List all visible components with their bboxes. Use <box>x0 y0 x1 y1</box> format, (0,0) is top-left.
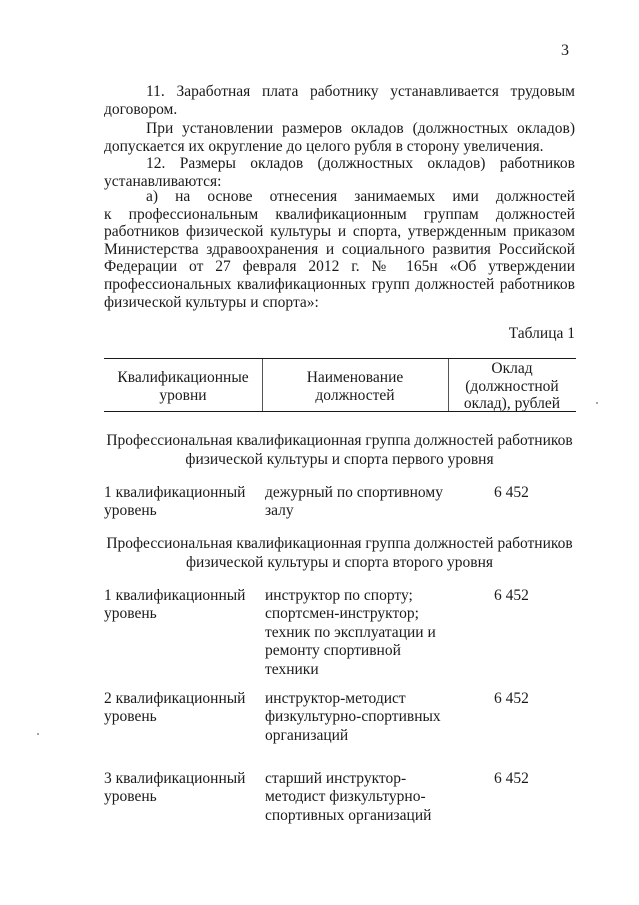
cell-line: дежурный по спортивному <box>265 484 443 501</box>
group-title-first-level <box>104 432 575 469</box>
paragraph-line: работников физической культуры и спорта, утвержденным приказом <box>104 223 575 241</box>
positions-cell <box>265 484 445 521</box>
paragraph-line: 12. Размеры окладов (должностных окладов) работников <box>146 155 575 172</box>
level-cell <box>104 770 254 807</box>
cell-line: инструктор-методист <box>265 690 406 707</box>
cell-line: ремонту спортивной <box>265 642 401 660</box>
salary-cell: 6 452 <box>494 690 529 707</box>
paragraph-line: Министерства здравоохранения и социального развития Российской <box>104 240 575 258</box>
cell-line: уровень <box>104 605 157 623</box>
positions-cell <box>265 690 445 745</box>
header-line: должностей <box>315 386 395 404</box>
cell-line: уровень <box>104 502 157 520</box>
cell-line: спортсмен-инструктор; <box>265 605 419 623</box>
cell-line: техники <box>265 660 319 678</box>
paragraph-line: к профессиональным квалификационным группам должностей <box>104 205 575 223</box>
page-number: 3 <box>561 42 569 59</box>
cell-line: спортивных организаций <box>265 806 432 824</box>
cell-line: 2 квалификационный <box>104 690 246 707</box>
level-cell <box>104 587 254 624</box>
paragraph-line: При установлении размеров окладов (должностных окладов) <box>146 120 575 137</box>
cell-line: 1 квалификационный <box>104 484 246 501</box>
paragraph-11 <box>104 83 575 118</box>
group-title-line: физической культуры и спорта первого уровня <box>185 450 494 468</box>
cell-line: старший инструктор- <box>265 770 407 787</box>
paragraph-line: договором. <box>104 100 178 118</box>
salary-cell: 6 452 <box>494 770 529 787</box>
paragraph-line: 11. Заработная плата работнику устанавливается трудовым <box>146 83 575 100</box>
header-salary <box>448 360 576 413</box>
paragraph-line: профессиональных квалификационных групп должностей работников <box>104 275 575 293</box>
group-title-line: физической культуры и спорта второго уровня <box>185 553 493 571</box>
cell-line: методист физкультурно- <box>265 788 426 806</box>
group-title-second-level <box>104 535 575 572</box>
positions-cell <box>265 770 445 825</box>
header-position-names <box>262 369 448 404</box>
salary-cell: 6 452 <box>494 484 529 501</box>
cell-line: физкультурно-спортивных <box>265 708 441 726</box>
cell-line: 1 квалификационный <box>104 587 246 604</box>
paragraph-line: а) на основе отнесения занимаемых ими должностей <box>146 188 575 205</box>
cell-line: уровень <box>104 708 157 726</box>
paragraph-a <box>104 188 575 311</box>
group-title-line: Профессиональная квалификационная группа должностей работников <box>106 535 573 552</box>
header-line: Квалификационные <box>117 369 249 386</box>
scan-speck <box>37 733 39 735</box>
header-line: Оклад <box>491 360 533 377</box>
header-line: оклад), рублей <box>463 395 561 413</box>
header-line: Наименование <box>306 369 404 386</box>
paragraph-line: устанавливаются: <box>104 172 222 190</box>
cell-line: техник по эксплуатации и <box>265 623 436 641</box>
cell-line: залу <box>265 502 294 520</box>
table-label: Таблица 1 <box>508 325 575 342</box>
header-line: (должностной <box>465 377 559 395</box>
header-line: уровни <box>159 386 207 404</box>
cell-line: уровень <box>104 788 157 806</box>
table-top-rule <box>104 358 576 359</box>
paragraph-line: Федерации от 27 февраля 2012 г. № 165н «Об утверждении <box>104 258 575 276</box>
positions-cell <box>265 587 445 679</box>
cell-line: организаций <box>265 726 349 744</box>
paragraph-line: допускается их округление до целого рубля в сторону увеличения. <box>104 137 544 155</box>
paragraph-line: физической культуры и спорта»: <box>104 293 319 311</box>
scan-speck <box>596 402 598 404</box>
group-title-line: Профессиональная квалификационная группа должностей работников <box>106 432 573 449</box>
level-cell <box>104 690 254 727</box>
paragraph-12 <box>104 155 575 190</box>
level-cell <box>104 484 254 521</box>
cell-line: инструктор по спорту; <box>265 587 413 604</box>
salary-cell: 6 452 <box>494 587 529 604</box>
paragraph-rounding <box>104 120 575 155</box>
header-qualification-levels <box>104 369 262 404</box>
cell-line: 3 квалификационный <box>104 770 246 787</box>
